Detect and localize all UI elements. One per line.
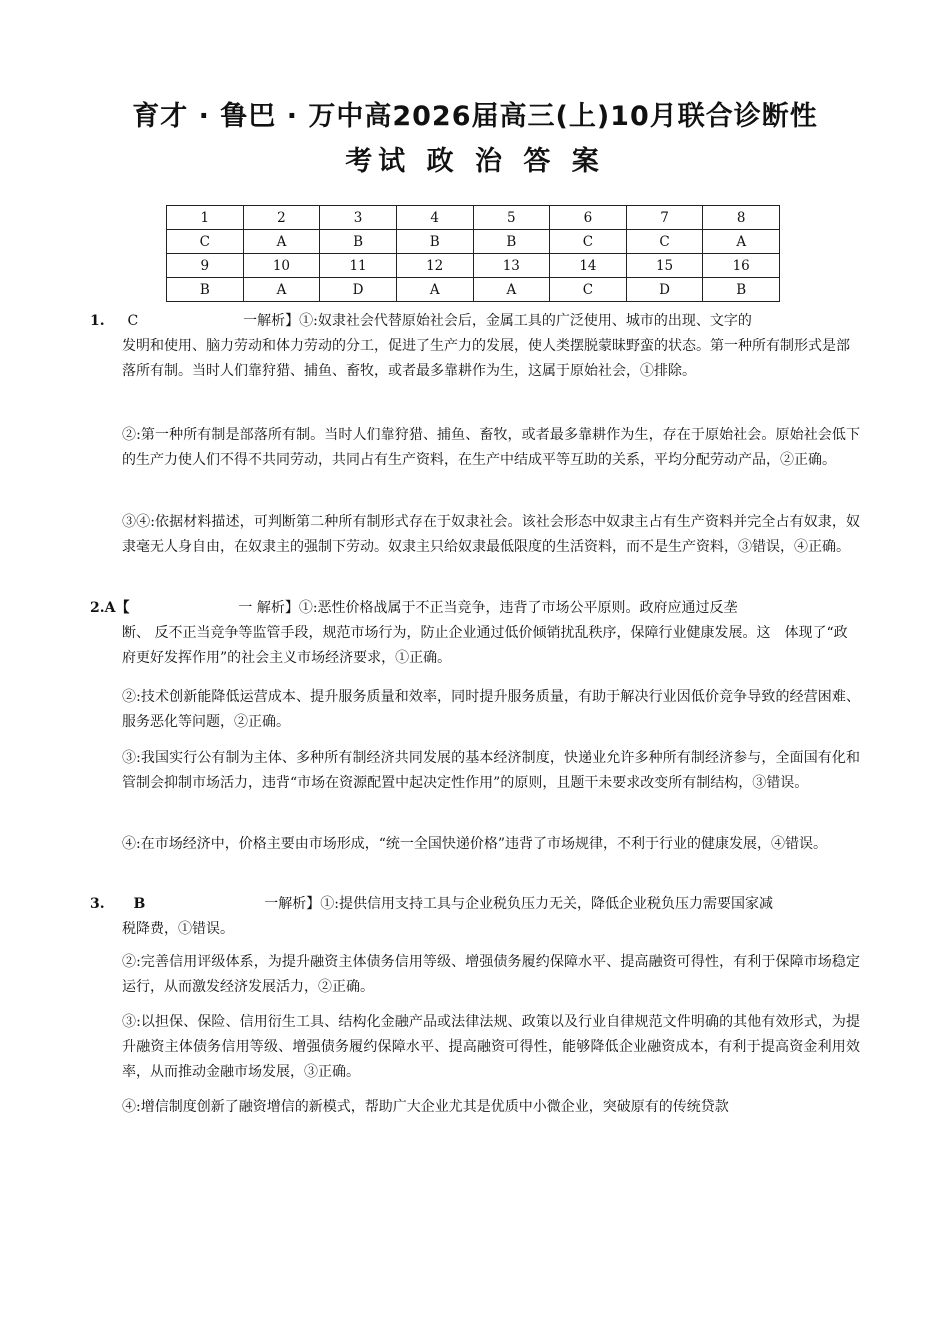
table-cell: C: [550, 278, 627, 302]
analysis-paragraph: ④:增信制度创新了融资增信的新模式，帮助广大企业尤其是优质中小微企业，突破原有的传统贷款: [122, 1099, 729, 1115]
table-cell: B: [167, 278, 244, 302]
table-cell: 14: [550, 254, 627, 278]
question-number: 3.: [90, 896, 105, 912]
table-cell: C: [550, 230, 627, 254]
analysis-paragraph: ②:第一种所有制是部落所有制。当时人们靠狩猎、捕鱼、畜牧，或者最多靠耕作为生，存在于原始社会。原始社会低下的生产力使人们不得不共同劳动，共同占有生产资料，在生产中结成平等互助的关系，平均分配劳动产品，②正确。: [122, 427, 860, 468]
table-cell: A: [703, 230, 780, 254]
table-cell: A: [243, 230, 320, 254]
question-number: 1.: [90, 313, 105, 329]
question-answer: C: [127, 313, 139, 329]
analysis-text: ①:提供信用支持工具与企业税负压力无关，降低企业税负压力需要国家减: [320, 896, 773, 912]
analysis-text: ①:恶性价格战属于不正当竞争，违背了市场公平原则。政府应通过反垄: [298, 600, 738, 616]
analysis-paragraph: ③:以担保、保险、信用衍生工具、结构化金融产品或法律法规、政策以及行业自律规范文件明确的其他有效形式，为提升融资主体债务信用等级、增强债务履约保障水平、提高融资可得性，能够降低企业融资成本，有利于提高资金利用效率，从而推动金融市场发展，③正确。: [122, 1014, 860, 1080]
table-row: [167, 278, 780, 302]
table-cell: B: [473, 230, 550, 254]
table-cell: 10: [243, 254, 320, 278]
table-cell: C: [167, 230, 244, 254]
table-cell: 9: [167, 254, 244, 278]
table-cell: 1: [167, 206, 244, 230]
table-cell: 11: [320, 254, 397, 278]
table-cell: D: [320, 278, 397, 302]
analysis-paragraph: ②:技术创新能降低运营成本、提升服务质量和效率，同时提升服务质量，有助于解决行业因低价竞争导致的经营困难、服务恶化等问题，②正确。: [122, 689, 860, 730]
table-cell: 2: [243, 206, 320, 230]
table-row: [167, 206, 780, 230]
table-cell: A: [243, 278, 320, 302]
table-cell: 12: [396, 254, 473, 278]
table-cell: B: [396, 230, 473, 254]
analysis-text-continued: 断、 反不正当竞争等监管手段，规范市场行为，防止企业通过低价倾销扰乱秩序，保障行业健康发展。这 体现了“政府更好发挥作用”的社会主义市场经济要求，①正确。: [122, 625, 848, 666]
table-row: [167, 230, 780, 254]
analysis-paragraph: ④:在市场经济中，价格主要由市场形成，“统一全国快递价格”违背了市场规律，不利于行业的健康发展，④错误。: [122, 836, 828, 852]
table-cell: 6: [550, 206, 627, 230]
table-cell: 8: [703, 206, 780, 230]
analysis-tag: 一解析】: [264, 896, 321, 912]
analysis-paragraph: ③④:依据材料描述，可判断第二种所有制形式存在于奴隶社会。该社会形态中奴隶主占有生产资料并完全占有奴隶，奴隶毫无人身自由，在奴隶主的强制下劳动。奴隶主只给奴隶最低限度的生活资料，而不是生产资料，③错误，④正确。: [122, 514, 860, 555]
analysis-paragraph: ②:完善信用评级体系，为提升融资主体债务信用等级、增强债务履约保障水平、提高融资可得性，有利于保障市场稳定运行，从而激发经济发展活力，②正确。: [122, 954, 860, 995]
table-cell: A: [473, 278, 550, 302]
table-row: [167, 254, 780, 278]
table-cell: 15: [626, 254, 703, 278]
table-cell: B: [703, 278, 780, 302]
table-cell: 13: [473, 254, 550, 278]
table-cell: B: [320, 230, 397, 254]
page-title: 育才 · 鲁巴 · 万中高2026届高三(上)10月联合诊断性: [132, 101, 818, 132]
table-cell: 4: [396, 206, 473, 230]
table-cell: 5: [473, 206, 550, 230]
table-cell: D: [626, 278, 703, 302]
analysis-text-continued: 税降费，①错误。: [122, 921, 234, 937]
table-cell: 16: [703, 254, 780, 278]
analysis-tag: 一 解析】: [238, 600, 299, 616]
question-2-intro: [90, 596, 860, 671]
question-number: 2.A【: [90, 600, 130, 616]
answer-table: [166, 205, 780, 302]
question-answer: B: [133, 896, 146, 912]
table-cell: A: [396, 278, 473, 302]
analysis-text: ①:奴隶社会代替原始社会后，金属工具的广泛使用、城市的出现、文字的: [299, 313, 752, 329]
table-cell: 7: [626, 206, 703, 230]
table-cell: 3: [320, 206, 397, 230]
question-3-intro: [90, 892, 860, 942]
analysis-paragraph: ③:我国实行公有制为主体、多种所有制经济共同发展的基本经济制度，快递业允许多种所有制经济参与，全面国有化和管制会抑制市场活力，违背“市场在资源配置中起决定性作用”的原则，且题干未要求改变所有制结构，③错误。: [122, 750, 860, 791]
page-subtitle: 考试 政 治 答 案: [345, 146, 605, 177]
question-1-intro: [90, 309, 860, 384]
analysis-text-continued: 发明和使用、脑力劳动和体力劳动的分工，促进了生产力的发展，使人类摆脱蒙昧野蛮的状态。第一种所有制形式是部落所有制。当时人们靠狩猎、捕鱼、畜牧，或者最多靠耕作为生，这属于原始社会，①排除。: [122, 338, 850, 379]
analysis-tag: 一解析】: [243, 313, 300, 329]
table-cell: C: [626, 230, 703, 254]
